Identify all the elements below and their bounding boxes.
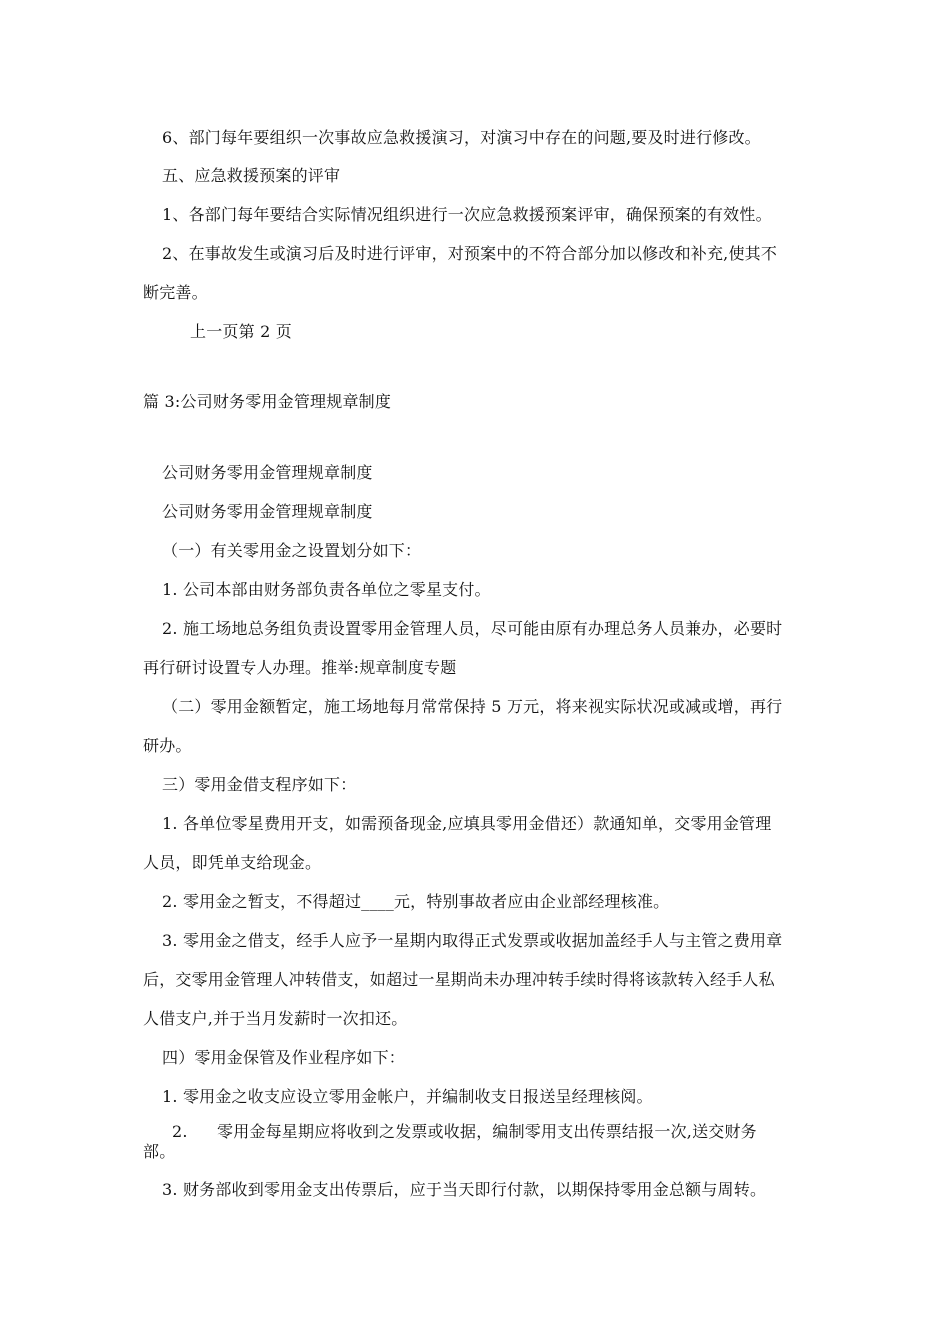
clause-3-heading: 三）零用金借支程序如下： — [162, 775, 357, 794]
chapter-heading: 篇 3:公司财务零用金管理规章制度 — [143, 392, 392, 411]
section-heading-review: 五、应急救援预案的评审 — [162, 166, 341, 185]
paragraph-review-2-line1: 2、在事故发生或演习后及时进行评审，对预案中的不符合部分加以修改和补充,使其不 — [162, 244, 778, 263]
clause-3-item-3-line2: 后，交零用金管理人冲转借支，如超过一星期尚未办理冲转手续时得将该款转入经手人私 — [143, 970, 775, 989]
clause-2-line1: （二）零用金额暂定，施工场地每月常常保持 5 万元，将来视实际状况或减或增，再行 — [162, 697, 783, 716]
document-title-1: 公司财务零用金管理规章制度 — [162, 463, 373, 482]
paragraph-item-6: 6、部门每年要组织一次事故应急救援演习，对演习中存在的问题,要及时进行修改。 — [162, 128, 761, 147]
clause-1-heading: （一）有关零用金之设置划分如下： — [162, 541, 422, 560]
clause-3-item-2: 2. 零用金之暂支，不得超过____元，特别事故者应由企业部经理核准。 — [162, 892, 670, 911]
paragraph-review-1: 1、各部门每年要结合实际情况组织进行一次应急救援预案评审，确保预案的有效性。 — [162, 205, 772, 224]
clause-1-item-1: 1. 公司本部由财务部负责各单位之零星支付。 — [162, 580, 491, 599]
clause-4-item-2-number: 2. — [172, 1122, 188, 1141]
clause-4-item-2-line2: 部。 — [143, 1142, 176, 1161]
clause-4-item-2-line1: 零用金每星期应将收到之发票或收据，编制零用支出传票结报一次,送交财务 — [217, 1122, 757, 1141]
paragraph-review-2-line2: 断完善。 — [143, 283, 208, 302]
document-title-2: 公司财务零用金管理规章制度 — [162, 502, 373, 521]
clause-3-item-1-line1: 1. 各单位零星费用开支，如需预备现金,应填具零用金借还）款通知单，交零用金管理 — [162, 814, 772, 833]
clause-4-item-1: 1. 零用金之收支应设立零用金帐户，并编制收支日报送呈经理核阅。 — [162, 1087, 653, 1106]
clause-4-item-3: 3. 财务部收到零用金支出传票后，应于当天即行付款，以期保持零用金总额与周转。 — [162, 1180, 767, 1199]
clause-1-item-2-line2: 再行研讨设置专人办理。推举:规章制度专题 — [143, 658, 457, 677]
clause-3-item-1-line2: 人员，即凭单支给现金。 — [143, 853, 322, 872]
clause-4-heading: 四）零用金保管及作业程序如下： — [162, 1048, 406, 1067]
clause-2-line2: 研办。 — [143, 736, 192, 755]
clause-1-item-2-line1: 2. 施工场地总务组负责设置零用金管理人员，尽可能由原有办理总务人员兼办，必要时 — [162, 619, 783, 638]
clause-3-item-3-line1: 3. 零用金之借支，经手人应予一星期内取得正式发票或收据加盖经手人与主管之费用章 — [162, 931, 783, 950]
clause-3-item-3-line3: 人借支户,并于当月发薪时一次扣还。 — [143, 1009, 408, 1028]
page-navigation-text: 上一页第 2 页 — [190, 322, 292, 341]
